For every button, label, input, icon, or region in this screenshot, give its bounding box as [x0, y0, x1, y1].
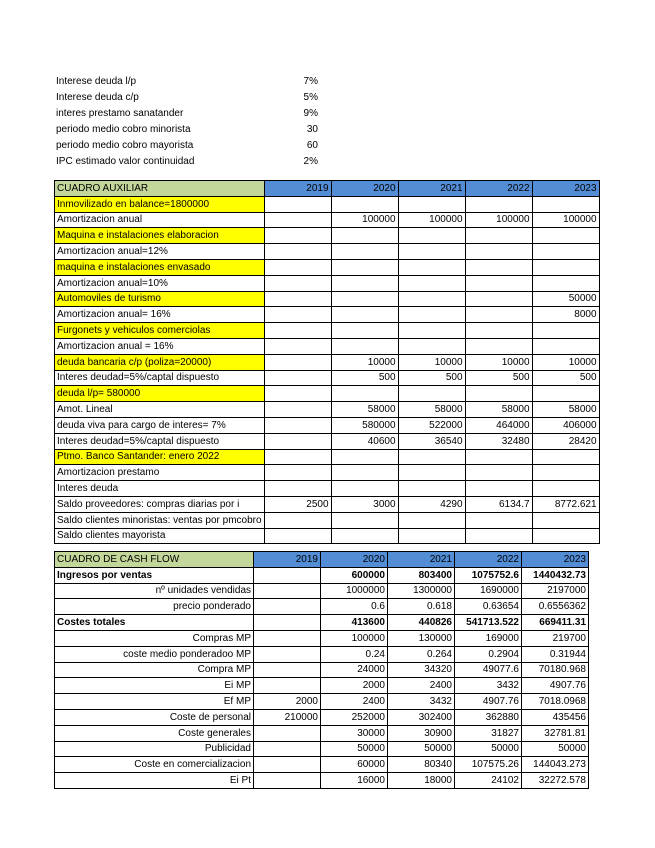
value-cell[interactable]: 500 [398, 370, 465, 386]
value-cell[interactable] [264, 433, 331, 449]
value-cell[interactable]: 30900 [388, 725, 455, 741]
value-cell[interactable]: 6134.7 [465, 496, 532, 512]
param-value: 5% [303, 92, 318, 103]
value-cell[interactable] [264, 402, 331, 418]
param-value: 60 [306, 140, 318, 151]
value-cell[interactable]: 2400 [321, 694, 388, 710]
value-cell[interactable] [465, 291, 532, 307]
row-label[interactable]: deuda viva para cargo de interes= 7% [55, 417, 265, 433]
value-cell[interactable] [254, 630, 321, 646]
year-header[interactable]: 2022 [465, 181, 532, 197]
table-row [55, 244, 600, 260]
value-cell[interactable]: 80340 [388, 757, 455, 773]
table-row [55, 196, 600, 212]
value-cell[interactable]: 8772.621 [532, 496, 599, 512]
table-row [55, 259, 600, 275]
value-cell[interactable] [532, 386, 599, 402]
year-header[interactable]: 2021 [388, 552, 455, 568]
value-cell[interactable]: 28420 [532, 433, 599, 449]
value-cell[interactable]: 30000 [321, 725, 388, 741]
value-cell[interactable] [398, 228, 465, 244]
value-cell[interactable] [398, 275, 465, 291]
value-cell[interactable] [264, 481, 331, 497]
value-cell[interactable]: 60000 [321, 757, 388, 773]
value-cell[interactable]: 0.6 [321, 599, 388, 615]
aux-table [54, 180, 600, 544]
row-label[interactable]: Amortizacion anual= 16% [55, 307, 265, 323]
table-row [55, 678, 589, 694]
value-cell[interactable]: 100000 [465, 212, 532, 228]
value-cell[interactable]: 580000 [331, 417, 398, 433]
value-cell[interactable]: 0.31944 [522, 646, 589, 662]
value-cell[interactable]: 100000 [321, 630, 388, 646]
value-cell[interactable]: 440826 [388, 615, 455, 631]
value-cell[interactable] [398, 386, 465, 402]
value-cell[interactable] [532, 275, 599, 291]
parameters-list [56, 74, 318, 170]
value-cell[interactable] [398, 512, 465, 528]
value-cell[interactable] [398, 307, 465, 323]
value-cell[interactable] [465, 307, 532, 323]
value-cell[interactable] [264, 354, 331, 370]
row-label[interactable]: Maquina e instalaciones elaboracion [55, 228, 265, 244]
value-cell[interactable] [331, 323, 398, 339]
value-cell[interactable] [398, 291, 465, 307]
value-cell[interactable]: 40600 [331, 433, 398, 449]
value-cell[interactable]: 1300000 [388, 583, 455, 599]
value-cell[interactable]: 0.63654 [455, 599, 522, 615]
value-cell[interactable]: 16000 [321, 773, 388, 789]
table-row [55, 481, 600, 497]
row-label[interactable]: Ingresos por ventas [55, 567, 254, 583]
value-cell[interactable] [254, 678, 321, 694]
value-cell[interactable] [264, 512, 331, 528]
value-cell[interactable]: 219700 [522, 630, 589, 646]
value-cell[interactable] [465, 449, 532, 465]
row-label[interactable]: coste medio ponderadoo MP [55, 646, 254, 662]
table-row [55, 449, 600, 465]
value-cell[interactable]: 10000 [532, 354, 599, 370]
value-cell[interactable] [465, 386, 532, 402]
value-cell[interactable] [398, 338, 465, 354]
param-value: 2% [303, 156, 318, 167]
table-row [55, 291, 600, 307]
value-cell[interactable]: 1690000 [455, 583, 522, 599]
param-label: interes prestamo sanatander [56, 108, 184, 119]
value-cell[interactable] [254, 599, 321, 615]
row-label[interactable]: Compra MP [55, 662, 254, 678]
value-cell[interactable] [264, 449, 331, 465]
value-cell[interactable] [532, 449, 599, 465]
table-row [55, 386, 600, 402]
value-cell[interactable] [532, 323, 599, 339]
value-cell[interactable] [264, 196, 331, 212]
value-cell[interactable]: 4290 [398, 496, 465, 512]
value-cell[interactable] [532, 259, 599, 275]
value-cell[interactable]: 0.24 [321, 646, 388, 662]
value-cell[interactable]: 7018.0968 [522, 694, 589, 710]
value-cell[interactable]: 4907.76 [455, 694, 522, 710]
row-label[interactable]: nº unidades vendidas [55, 583, 254, 599]
table-row [55, 528, 600, 544]
value-cell[interactable] [254, 662, 321, 678]
value-cell[interactable]: 58000 [465, 402, 532, 418]
value-cell[interactable]: 1075752.6 [455, 567, 522, 583]
row-label[interactable]: Coste de personal [55, 709, 254, 725]
param-row [56, 122, 318, 138]
value-cell[interactable] [398, 244, 465, 260]
value-cell[interactable] [331, 259, 398, 275]
value-cell[interactable] [254, 757, 321, 773]
value-cell[interactable]: 34320 [388, 662, 455, 678]
value-cell[interactable]: 50000 [388, 741, 455, 757]
year-header[interactable]: 2020 [321, 552, 388, 568]
row-label[interactable]: deuda l/p= 580000 [55, 386, 265, 402]
row-label[interactable]: deuda bancaria c/p (poliza=20000) [55, 354, 265, 370]
row-label[interactable]: Amortizacion anual = 16% [55, 338, 265, 354]
value-cell[interactable] [331, 228, 398, 244]
value-cell[interactable]: 2000 [254, 694, 321, 710]
value-cell[interactable] [331, 481, 398, 497]
value-cell[interactable]: 210000 [254, 709, 321, 725]
value-cell[interactable] [264, 275, 331, 291]
value-cell[interactable]: 58000 [331, 402, 398, 418]
value-cell[interactable] [331, 449, 398, 465]
value-cell[interactable]: 413600 [321, 615, 388, 631]
value-cell[interactable] [264, 291, 331, 307]
table-row [55, 567, 589, 583]
table-row [55, 630, 589, 646]
value-cell[interactable]: 600000 [321, 567, 388, 583]
value-cell[interactable]: 24000 [321, 662, 388, 678]
table-row [55, 465, 600, 481]
table-row [55, 275, 600, 291]
param-row [56, 74, 318, 90]
value-cell[interactable]: 803400 [388, 567, 455, 583]
row-label[interactable]: Amortizacion anual=10% [55, 275, 265, 291]
value-cell[interactable] [465, 481, 532, 497]
value-cell[interactable] [254, 583, 321, 599]
table-row [55, 212, 600, 228]
value-cell[interactable] [254, 741, 321, 757]
table-row [55, 583, 589, 599]
value-cell[interactable]: 522000 [398, 417, 465, 433]
row-label[interactable]: Interes deudad=5%/captal dispuesto [55, 433, 265, 449]
row-label[interactable]: Ptmo. Banco Santander: enero 2022 [55, 449, 265, 465]
value-cell[interactable] [331, 275, 398, 291]
param-row [56, 106, 318, 122]
table-row [55, 757, 589, 773]
year-header[interactable]: 2022 [455, 552, 522, 568]
value-cell[interactable]: 3432 [455, 678, 522, 694]
row-label[interactable]: Amortizacion prestamo [55, 465, 265, 481]
row-label[interactable]: Interes deudad=5%/captal dispuesto [55, 370, 265, 386]
value-cell[interactable]: 406000 [532, 417, 599, 433]
param-label: Interese deuda c/p [56, 92, 139, 103]
value-cell[interactable]: 50000 [522, 741, 589, 757]
value-cell[interactable]: 18000 [388, 773, 455, 789]
value-cell[interactable] [398, 481, 465, 497]
value-cell[interactable] [465, 465, 532, 481]
table-row [55, 354, 600, 370]
row-label[interactable]: Ei MP [55, 678, 254, 694]
value-cell[interactable] [264, 370, 331, 386]
value-cell[interactable]: 100000 [398, 212, 465, 228]
row-label[interactable]: Amortizacion anual=12% [55, 244, 265, 260]
param-row [56, 90, 318, 106]
value-cell[interactable] [331, 196, 398, 212]
value-cell[interactable] [465, 275, 532, 291]
param-row [56, 138, 318, 154]
value-cell[interactable]: 10000 [398, 354, 465, 370]
year-header[interactable]: 2023 [532, 181, 599, 197]
value-cell[interactable] [254, 646, 321, 662]
value-cell[interactable]: 252000 [321, 709, 388, 725]
table-row [55, 725, 589, 741]
value-cell[interactable]: 100000 [331, 212, 398, 228]
param-label: periodo medio cobro mayorista [56, 140, 194, 151]
value-cell[interactable]: 58000 [398, 402, 465, 418]
row-label[interactable]: Interes deuda [55, 481, 265, 497]
value-cell[interactable]: 3432 [388, 694, 455, 710]
value-cell[interactable]: 4907.76 [522, 678, 589, 694]
value-cell[interactable] [465, 228, 532, 244]
value-cell[interactable] [532, 528, 599, 544]
value-cell[interactable]: 0.264 [388, 646, 455, 662]
value-cell[interactable] [532, 481, 599, 497]
year-header[interactable]: 2021 [398, 181, 465, 197]
value-cell[interactable]: 435456 [522, 709, 589, 725]
value-cell[interactable] [532, 465, 599, 481]
value-cell[interactable] [465, 512, 532, 528]
value-cell[interactable] [532, 512, 599, 528]
value-cell[interactable] [532, 196, 599, 212]
row-label[interactable]: Amot. Lineal [55, 402, 265, 418]
param-value: 9% [303, 108, 318, 119]
value-cell[interactable] [264, 244, 331, 260]
value-cell[interactable] [331, 244, 398, 260]
param-row [56, 154, 318, 170]
row-label[interactable]: Coste en comercializacion [55, 757, 254, 773]
value-cell[interactable] [254, 725, 321, 741]
row-label[interactable]: Inmovilizado en balance=1800000 [55, 196, 265, 212]
value-cell[interactable]: 107575.26 [455, 757, 522, 773]
table-row [55, 694, 589, 710]
value-cell[interactable] [264, 338, 331, 354]
header-row [55, 552, 589, 568]
value-cell[interactable] [331, 291, 398, 307]
table-row [55, 646, 589, 662]
value-cell[interactable] [331, 528, 398, 544]
param-label: periodo medio cobro minorista [56, 124, 191, 135]
value-cell[interactable]: 2000 [321, 678, 388, 694]
table-row [55, 599, 589, 615]
param-label: IPC estimado valor continuidad [56, 156, 195, 167]
row-label[interactable]: Ei Pt [55, 773, 254, 789]
value-cell[interactable]: 1440432.73 [522, 567, 589, 583]
value-cell[interactable] [264, 386, 331, 402]
table-row [55, 773, 589, 789]
value-cell[interactable]: 58000 [532, 402, 599, 418]
value-cell[interactable] [264, 212, 331, 228]
value-cell[interactable]: 500 [331, 370, 398, 386]
row-label[interactable]: Ef MP [55, 694, 254, 710]
value-cell[interactable]: 70180.968 [522, 662, 589, 678]
row-label[interactable]: Coste generales [55, 725, 254, 741]
value-cell[interactable] [264, 323, 331, 339]
table-row [55, 741, 589, 757]
table-row [55, 709, 589, 725]
value-cell[interactable]: 32272.578 [522, 773, 589, 789]
value-cell[interactable] [264, 228, 331, 244]
year-header[interactable]: 2023 [522, 552, 589, 568]
value-cell[interactable]: 2197000 [522, 583, 589, 599]
value-cell[interactable]: 3000 [331, 496, 398, 512]
value-cell[interactable] [254, 615, 321, 631]
value-cell[interactable] [264, 465, 331, 481]
value-cell[interactable]: 0.2904 [455, 646, 522, 662]
value-cell[interactable]: 541713.522 [455, 615, 522, 631]
value-cell[interactable] [331, 465, 398, 481]
table-title[interactable]: CUADRO AUXILIAR [55, 181, 265, 197]
table-row [55, 662, 589, 678]
value-cell[interactable] [465, 259, 532, 275]
row-label[interactable]: Costes totales [55, 615, 254, 631]
value-cell[interactable]: 2400 [388, 678, 455, 694]
param-label: Interese deuda l/p [56, 76, 137, 87]
value-cell[interactable]: 24102 [455, 773, 522, 789]
table-row [55, 433, 600, 449]
table-row [55, 402, 600, 418]
value-cell[interactable]: 169000 [455, 630, 522, 646]
value-cell[interactable]: 0.6556362 [522, 599, 589, 615]
row-label[interactable]: Saldo proveedores: compras diarias por i [55, 496, 265, 512]
value-cell[interactable]: 500 [465, 370, 532, 386]
row-label[interactable]: precio ponderado [55, 599, 254, 615]
value-cell[interactable] [254, 773, 321, 789]
header-row [55, 181, 600, 197]
value-cell[interactable] [465, 338, 532, 354]
value-cell[interactable]: 464000 [465, 417, 532, 433]
value-cell[interactable] [398, 465, 465, 481]
table-row [55, 615, 589, 631]
value-cell[interactable] [532, 228, 599, 244]
row-label[interactable]: Saldo clientes mayorista [55, 528, 265, 544]
year-header[interactable]: 2019 [254, 552, 321, 568]
value-cell[interactable]: 31827 [455, 725, 522, 741]
year-header[interactable]: 2020 [331, 181, 398, 197]
param-value: 7% [303, 76, 318, 87]
value-cell[interactable] [264, 259, 331, 275]
value-cell[interactable] [532, 244, 599, 260]
value-cell[interactable] [398, 196, 465, 212]
table-row [55, 228, 600, 244]
value-cell[interactable]: 144043.273 [522, 757, 589, 773]
value-cell[interactable]: 500 [532, 370, 599, 386]
table-row [55, 417, 600, 433]
value-cell[interactable] [264, 307, 331, 323]
row-label[interactable]: Saldo clientes minoristas: ventas por pmcobro [55, 512, 265, 528]
value-cell[interactable]: 32781.81 [522, 725, 589, 741]
value-cell[interactable]: 49077.6 [455, 662, 522, 678]
year-header[interactable]: 2019 [264, 181, 331, 197]
value-cell[interactable]: 32480 [465, 433, 532, 449]
value-cell[interactable]: 50000 [321, 741, 388, 757]
table-title[interactable]: CUADRO DE CASH FLOW [55, 552, 254, 568]
table-row [55, 370, 600, 386]
row-label[interactable]: Amortizacion anual [55, 212, 265, 228]
value-cell[interactable]: 669411.31 [522, 615, 589, 631]
param-value: 30 [306, 124, 318, 135]
value-cell[interactable] [465, 528, 532, 544]
table-row [55, 323, 600, 339]
value-cell[interactable] [254, 567, 321, 583]
row-label[interactable]: Automoviles de turismo [55, 291, 265, 307]
value-cell[interactable]: 8000 [532, 307, 599, 323]
table-row [55, 338, 600, 354]
value-cell[interactable]: 36540 [398, 433, 465, 449]
value-cell[interactable] [264, 417, 331, 433]
value-cell[interactable]: 2500 [264, 496, 331, 512]
value-cell[interactable]: 10000 [331, 354, 398, 370]
value-cell[interactable]: 0.618 [388, 599, 455, 615]
row-label[interactable]: maquina e instalaciones envasado [55, 259, 265, 275]
row-label[interactable]: Publicidad [55, 741, 254, 757]
value-cell[interactable] [331, 338, 398, 354]
value-cell[interactable] [465, 323, 532, 339]
value-cell[interactable] [331, 307, 398, 323]
value-cell[interactable] [331, 512, 398, 528]
value-cell[interactable] [532, 338, 599, 354]
row-label[interactable]: Compras MP [55, 630, 254, 646]
value-cell[interactable]: 100000 [532, 212, 599, 228]
table-row [55, 496, 600, 512]
table-row [55, 307, 600, 323]
value-cell[interactable]: 302400 [388, 709, 455, 725]
value-cell[interactable]: 10000 [465, 354, 532, 370]
value-cell[interactable] [398, 528, 465, 544]
value-cell[interactable] [264, 528, 331, 544]
value-cell[interactable]: 130000 [388, 630, 455, 646]
value-cell[interactable] [398, 449, 465, 465]
value-cell[interactable] [465, 196, 532, 212]
value-cell[interactable]: 1000000 [321, 583, 388, 599]
value-cell[interactable] [331, 386, 398, 402]
value-cell[interactable]: 362880 [455, 709, 522, 725]
value-cell[interactable]: 50000 [455, 741, 522, 757]
cash-flow-table [54, 551, 589, 789]
table-row [55, 512, 600, 528]
value-cell[interactable] [398, 259, 465, 275]
row-label[interactable]: Furgonets y vehiculos comerciolas [55, 323, 265, 339]
value-cell[interactable]: 50000 [532, 291, 599, 307]
value-cell[interactable] [465, 244, 532, 260]
value-cell[interactable] [398, 323, 465, 339]
